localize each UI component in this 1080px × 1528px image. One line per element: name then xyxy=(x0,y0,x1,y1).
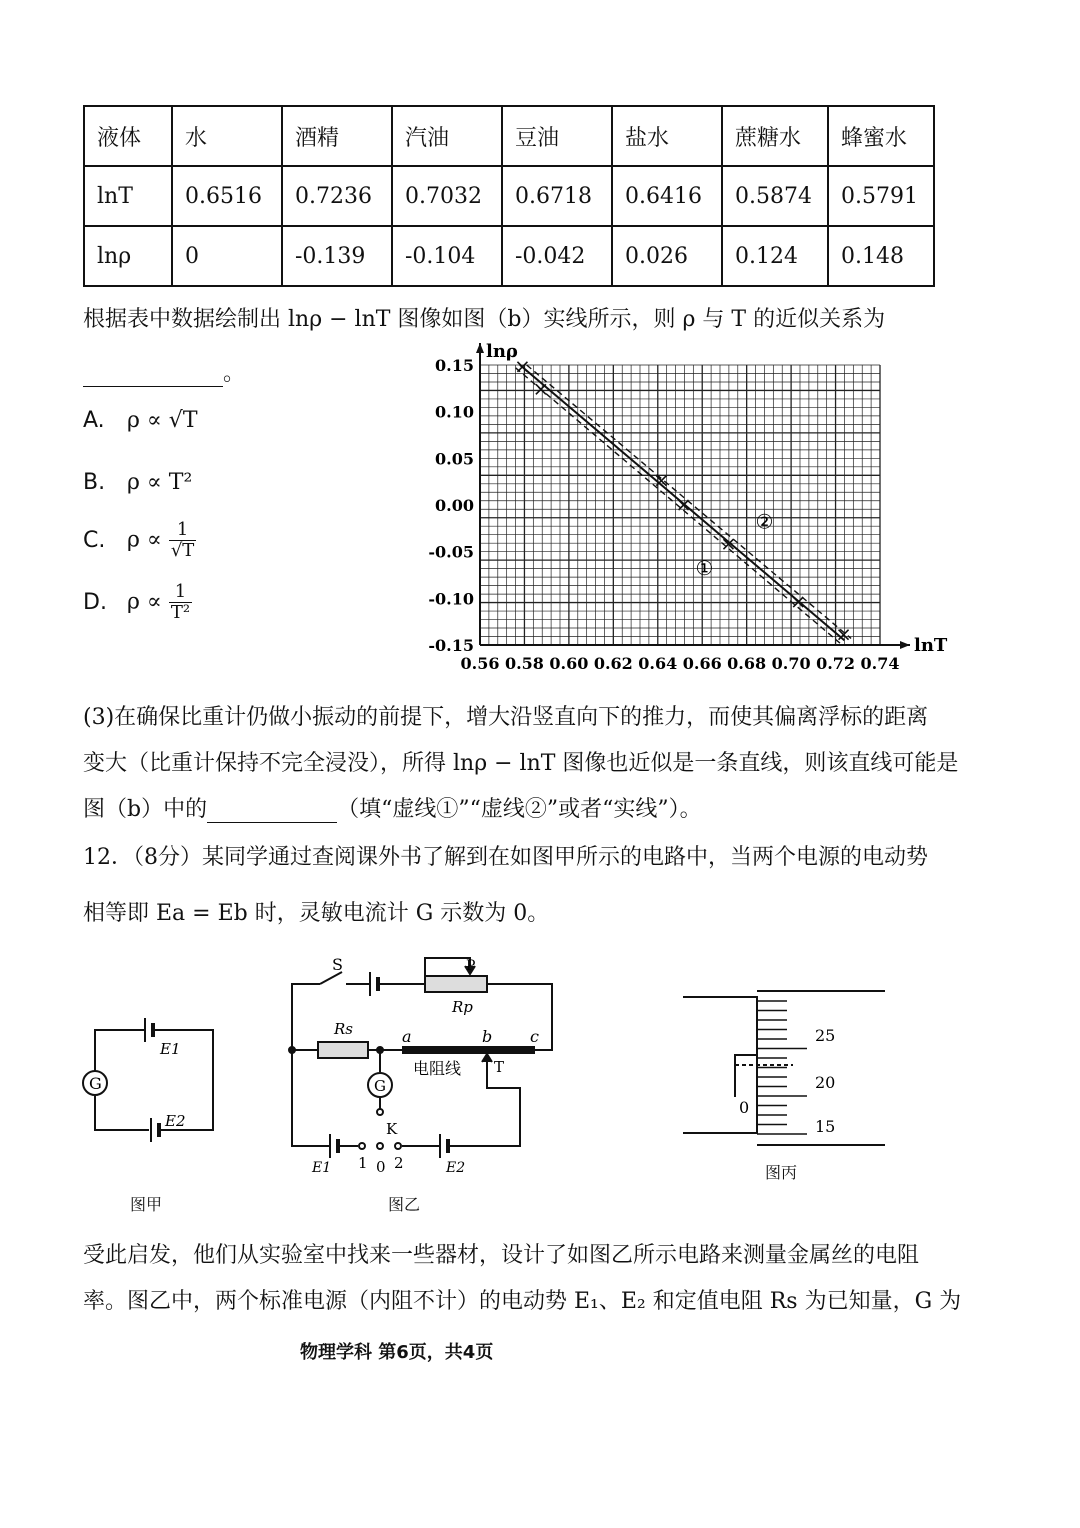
table-cell: 0.7032 xyxy=(392,166,502,226)
ln-rho-lnT-chart xyxy=(420,335,948,680)
scale-label-20: 20 xyxy=(815,1073,836,1092)
data-point xyxy=(536,384,546,394)
answer-line xyxy=(83,356,245,387)
x-tick-label: 0.62 xyxy=(593,654,633,673)
micrometer-figure-bing xyxy=(675,985,890,1170)
period: 。 xyxy=(223,361,246,386)
table-cell: 0.7236 xyxy=(282,166,392,226)
table-header-cell: 蜂蜜水 xyxy=(828,106,934,166)
option-letter: A. xyxy=(83,408,105,433)
table-header-cell: 汽油 xyxy=(392,106,502,166)
numerator: 1 xyxy=(174,581,187,602)
label-b: b xyxy=(482,1027,493,1046)
galvanometer-symbol: G xyxy=(374,1077,386,1095)
label-resistance-wire: 电阻线 xyxy=(413,1059,462,1078)
option-b xyxy=(83,470,192,495)
x-tick-label: 0.74 xyxy=(860,654,900,673)
x-tick-label: 0.68 xyxy=(727,654,767,673)
data-point xyxy=(517,362,527,372)
part3-line3 xyxy=(83,792,702,823)
label-Rp: Rp xyxy=(452,998,473,1016)
answer-blank xyxy=(83,386,223,387)
option-d xyxy=(83,582,192,623)
fraction xyxy=(169,582,192,623)
label-a: a xyxy=(402,1027,412,1046)
chart-x-label: lnT xyxy=(914,635,948,656)
y-tick-label: 0.05 xyxy=(435,449,474,469)
question-text: 根据表中数据绘制出 lnρ − lnT 图像如图（b）实线所示，则 ρ 与 T 的近似关系为 xyxy=(83,307,886,332)
table-cell: 0.6718 xyxy=(502,166,612,226)
label-c: c xyxy=(530,1027,539,1046)
part3-line1: (3)在确保比重计仍做小振动的前提下，增大沿竖直向下的推力，而使其偏离浮标的距离 xyxy=(83,705,929,730)
table-header-cell: 盐水 xyxy=(612,106,722,166)
y-tick-label: 0.10 xyxy=(435,402,474,422)
q12-line2: 相等即 Ea = Eb 时，灵敏电流计 G 示数为 0。 xyxy=(83,901,550,926)
option-expression: ρ ∝ √T xyxy=(127,408,198,433)
table-header-cell: 水 xyxy=(172,106,282,166)
label-K: K xyxy=(386,1120,398,1138)
x-tick-label: 0.56 xyxy=(460,654,500,673)
row-label: lnρ xyxy=(84,226,172,286)
scale-label-15: 15 xyxy=(815,1117,836,1136)
x-axis-arrow xyxy=(900,641,910,649)
body-line-1: 受此启发，他们从实验室中找来一些器材，设计了如图乙所示电路来测量金属丝的电阻 xyxy=(83,1243,920,1268)
fraction xyxy=(169,520,196,561)
caption-jia: 图甲 xyxy=(130,1195,163,1214)
table-cell: 0.026 xyxy=(612,226,722,286)
label-P: P xyxy=(466,958,476,974)
q12-line1: 12．（8分）某同学通过查阅课外书了解到在如图甲所示的电路中，当两个电源的电动势 xyxy=(83,845,928,870)
y-axis-arrow xyxy=(476,343,484,353)
table-cell: 0.6416 xyxy=(612,166,722,226)
denominator: √T xyxy=(170,540,195,561)
label-E1: E1 xyxy=(160,1040,181,1058)
x-tick-label: 0.66 xyxy=(682,654,722,673)
table-cell: 0.5874 xyxy=(722,166,828,226)
table-cell: -0.042 xyxy=(502,226,612,286)
option-expression: ρ ∝ T² xyxy=(127,470,193,495)
contact-1: 1 xyxy=(358,1154,368,1172)
table-cell: 0 xyxy=(172,226,282,286)
x-tick-label: 0.64 xyxy=(638,654,678,673)
label-T: T xyxy=(494,1058,505,1076)
body-line-2: 率。图乙中，两个标准电源（内阻不计）的电动势 E₁、E₂ 和定值电阻 Rs 为已知量，G 为 xyxy=(83,1289,962,1314)
x-tick-label: 0.72 xyxy=(816,654,856,673)
option-c xyxy=(83,520,196,561)
y-tick-label: 0.15 xyxy=(435,356,474,375)
x-tick-label: 0.60 xyxy=(549,654,589,673)
annotation-dashed-2: ② xyxy=(755,509,774,534)
numerator: 1 xyxy=(176,519,189,540)
option-letter: D. xyxy=(83,589,107,615)
label-E2: E2 xyxy=(165,1112,186,1130)
table-cell: 0.5791 xyxy=(828,166,934,226)
main-scale-zero: 0 xyxy=(739,1098,750,1117)
part3-suffix: （填“虚线①”“虚线②”或者“实线”）。 xyxy=(337,797,702,822)
contact-0: 0 xyxy=(376,1158,386,1176)
annotation-dashed-1: ① xyxy=(695,556,714,580)
data-point xyxy=(679,500,689,510)
table-header-cell: 液体 xyxy=(84,106,172,166)
scale-label-25: 25 xyxy=(815,1026,836,1045)
y-tick-label: 0.00 xyxy=(435,496,474,515)
table-header-cell: 蔗糖水 xyxy=(722,106,828,166)
table-header-row xyxy=(84,106,934,166)
table-cell: 0.148 xyxy=(828,226,934,286)
table-row-lnrho xyxy=(84,226,934,286)
caption-yi: 图乙 xyxy=(388,1195,421,1214)
circuit-figure-yi xyxy=(280,950,570,1190)
option-a xyxy=(83,408,198,433)
chart-grid xyxy=(480,365,880,645)
label-E2: E2 xyxy=(446,1160,466,1176)
table-header-cell: 酒精 xyxy=(282,106,392,166)
chart-ticks xyxy=(428,356,899,673)
data-table xyxy=(83,105,935,287)
answer-blank xyxy=(207,822,337,823)
circuit-figure-jia xyxy=(75,1010,235,1190)
table-cell: 0.6516 xyxy=(172,166,282,226)
part3-line2: 变大（比重计保持不完全浸没），所得 lnρ − lnT 图像也近似是一条直线，则该直线可能是 xyxy=(83,751,959,776)
denominator: T² xyxy=(170,602,191,623)
x-tick-label: 0.58 xyxy=(504,654,544,673)
y-tick-label: -0.05 xyxy=(428,542,474,562)
table-cell: -0.139 xyxy=(282,226,392,286)
option-letter: C. xyxy=(83,527,106,553)
label-Rs: Rs xyxy=(334,1020,353,1038)
label-S: S xyxy=(332,955,343,974)
table-header-cell: 豆油 xyxy=(502,106,612,166)
label-E1: E1 xyxy=(312,1160,332,1176)
table-cell: 0.124 xyxy=(722,226,828,286)
part3-prefix: 图（b）中的 xyxy=(83,797,208,822)
option-expression: ρ ∝ xyxy=(127,589,162,615)
option-letter: B. xyxy=(83,470,106,495)
y-tick-label: -0.10 xyxy=(428,589,474,609)
y-tick-label: -0.15 xyxy=(428,636,474,655)
galvanometer-symbol: G xyxy=(89,1074,102,1093)
table-cell: -0.104 xyxy=(392,226,502,286)
contact-2: 2 xyxy=(394,1154,404,1172)
chart-y-label: lnρ xyxy=(486,341,518,362)
page-footer: 物理学科 第6页，共4页 xyxy=(300,1342,494,1363)
x-tick-label: 0.70 xyxy=(771,654,811,673)
caption-bing: 图丙 xyxy=(765,1163,798,1182)
table-row-lnT xyxy=(84,166,934,226)
row-label: lnT xyxy=(84,166,172,226)
option-expression: ρ ∝ xyxy=(127,527,162,553)
